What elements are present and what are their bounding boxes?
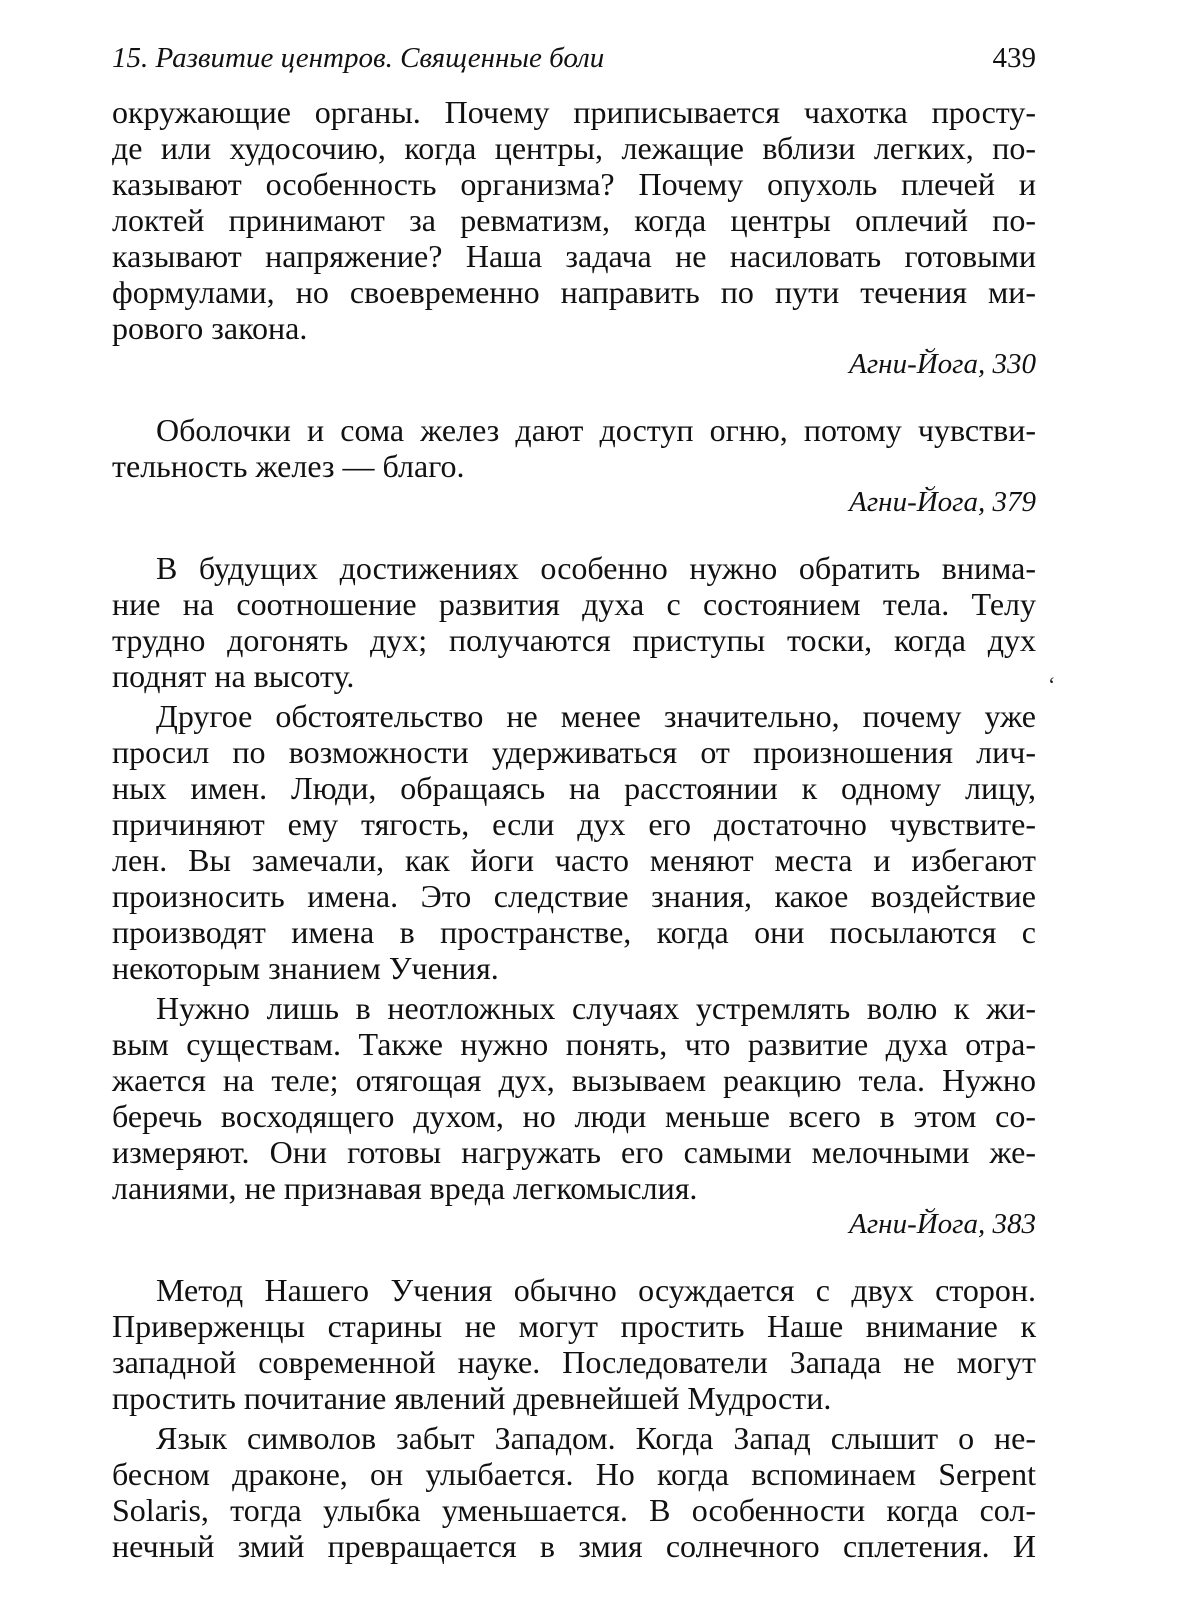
paragraph: [112, 412, 1036, 484]
text-line: трудно догонять дух; получаются приступы тоски, когда дух: [112, 622, 1036, 658]
text-line: Нужно лишь в неотложных случаях устремлять волю к жи-: [156, 990, 1036, 1026]
text-line: просил по возможности удерживаться от произношения лич-: [112, 734, 1036, 770]
text-line: окружающие органы. Почему приписывается чахотка просту-: [112, 94, 1036, 130]
text-line: казывают напряжение? Наша задача не насиловать готовыми: [112, 238, 1036, 274]
paragraph: [112, 1420, 1036, 1564]
book-page: [112, 28, 1036, 1564]
text-line: западной современной науке. Последователи Запада не могут: [112, 1344, 1036, 1380]
text-line: простить почитание явлений древнейшей Мудрости.: [112, 1380, 832, 1416]
page-number: 439: [992, 42, 1036, 74]
paragraph: [112, 990, 1036, 1206]
text-line: производят имена в пространстве, когда они посылаются с: [112, 914, 1036, 950]
source-citation: Агни-Йога, 383: [849, 1208, 1036, 1240]
text-line: Приверженцы старины не могут простить Наше внимание к: [112, 1308, 1036, 1344]
text-line: причиняют ему тягость, если дух его достаточно чувствите-: [112, 806, 1036, 842]
paragraph: [112, 550, 1036, 694]
chapter-title: 15. Развитие центров. Священные боли: [112, 42, 605, 74]
text-line: ние на соотношение развития духа с состоянием тела. Телу: [112, 586, 1036, 622]
paragraph: [112, 698, 1036, 986]
text-line: лен. Вы замечали, как йоги часто меняют места и избегают: [112, 842, 1036, 878]
text-line: рового закона.: [112, 310, 308, 346]
text-line: казывают особенность организма? Почему опухоль плечей и: [112, 166, 1036, 202]
text-line: Другое обстоятельство не менее значительно, почему уже: [156, 698, 1036, 734]
text-line: поднят на высоту.: [112, 658, 355, 694]
text-line: бесном драконе, он улыбается. Но когда вспоминаем Serpent: [112, 1456, 1036, 1492]
text-line: беречь восходящего духом, но люди меньше всего в этом со-: [112, 1098, 1036, 1134]
text-line: Оболочки и сома желез дают доступ огню, потому чувстви-: [156, 412, 1036, 448]
text-line: ланиями, не признавая вреда легкомыслия.: [112, 1170, 698, 1206]
text-line: формулами, но своевременно направить по пути течения ми-: [112, 274, 1036, 310]
text-line: произносить имена. Это следствие знания, какое воздействие: [112, 878, 1036, 914]
text-line: В будущих достижениях особенно нужно обратить внима-: [156, 550, 1036, 586]
text-line: ных имен. Люди, обращаясь на расстоянии к одному лицу,: [112, 770, 1036, 806]
text-line: локтей принимают за ревматизм, когда центры оплечий по-: [112, 202, 1036, 238]
print-speck: ʻ: [1048, 672, 1056, 697]
text-line: некоторым знанием Учения.: [112, 950, 499, 986]
paragraph: [112, 94, 1036, 346]
text-line: жается на теле; отягощая дух, вызываем реакцию тела. Нужно: [112, 1062, 1036, 1098]
text-line: Метод Нашего Учения обычно осуждается с двух сторон.: [156, 1272, 1036, 1308]
text-line: тельность желез — благо.: [112, 448, 465, 484]
text-line: Solaris, тогда улыбка уменьшается. В особенности когда сол-: [112, 1492, 1036, 1528]
text-line: вым существам. Также нужно понять, что развитие духа отра-: [112, 1026, 1036, 1062]
source-citation: Агни-Йога, 379: [849, 486, 1036, 518]
text-line: Язык символов забыт Западом. Когда Запад слышит о не-: [156, 1420, 1036, 1456]
text-line: де или худосочию, когда центры, лежащие вблизи легких, по-: [112, 130, 1036, 166]
text-line: измеряют. Они готовы нагружать его самыми мелочными же-: [112, 1134, 1036, 1170]
source-citation: Агни-Йога, 330: [849, 348, 1036, 380]
text-line: нечный змий превращается в змия солнечного сплетения. И: [112, 1528, 1036, 1564]
paragraph: [112, 1272, 1036, 1416]
body-text: [112, 94, 1036, 1564]
running-head: [112, 28, 1036, 88]
